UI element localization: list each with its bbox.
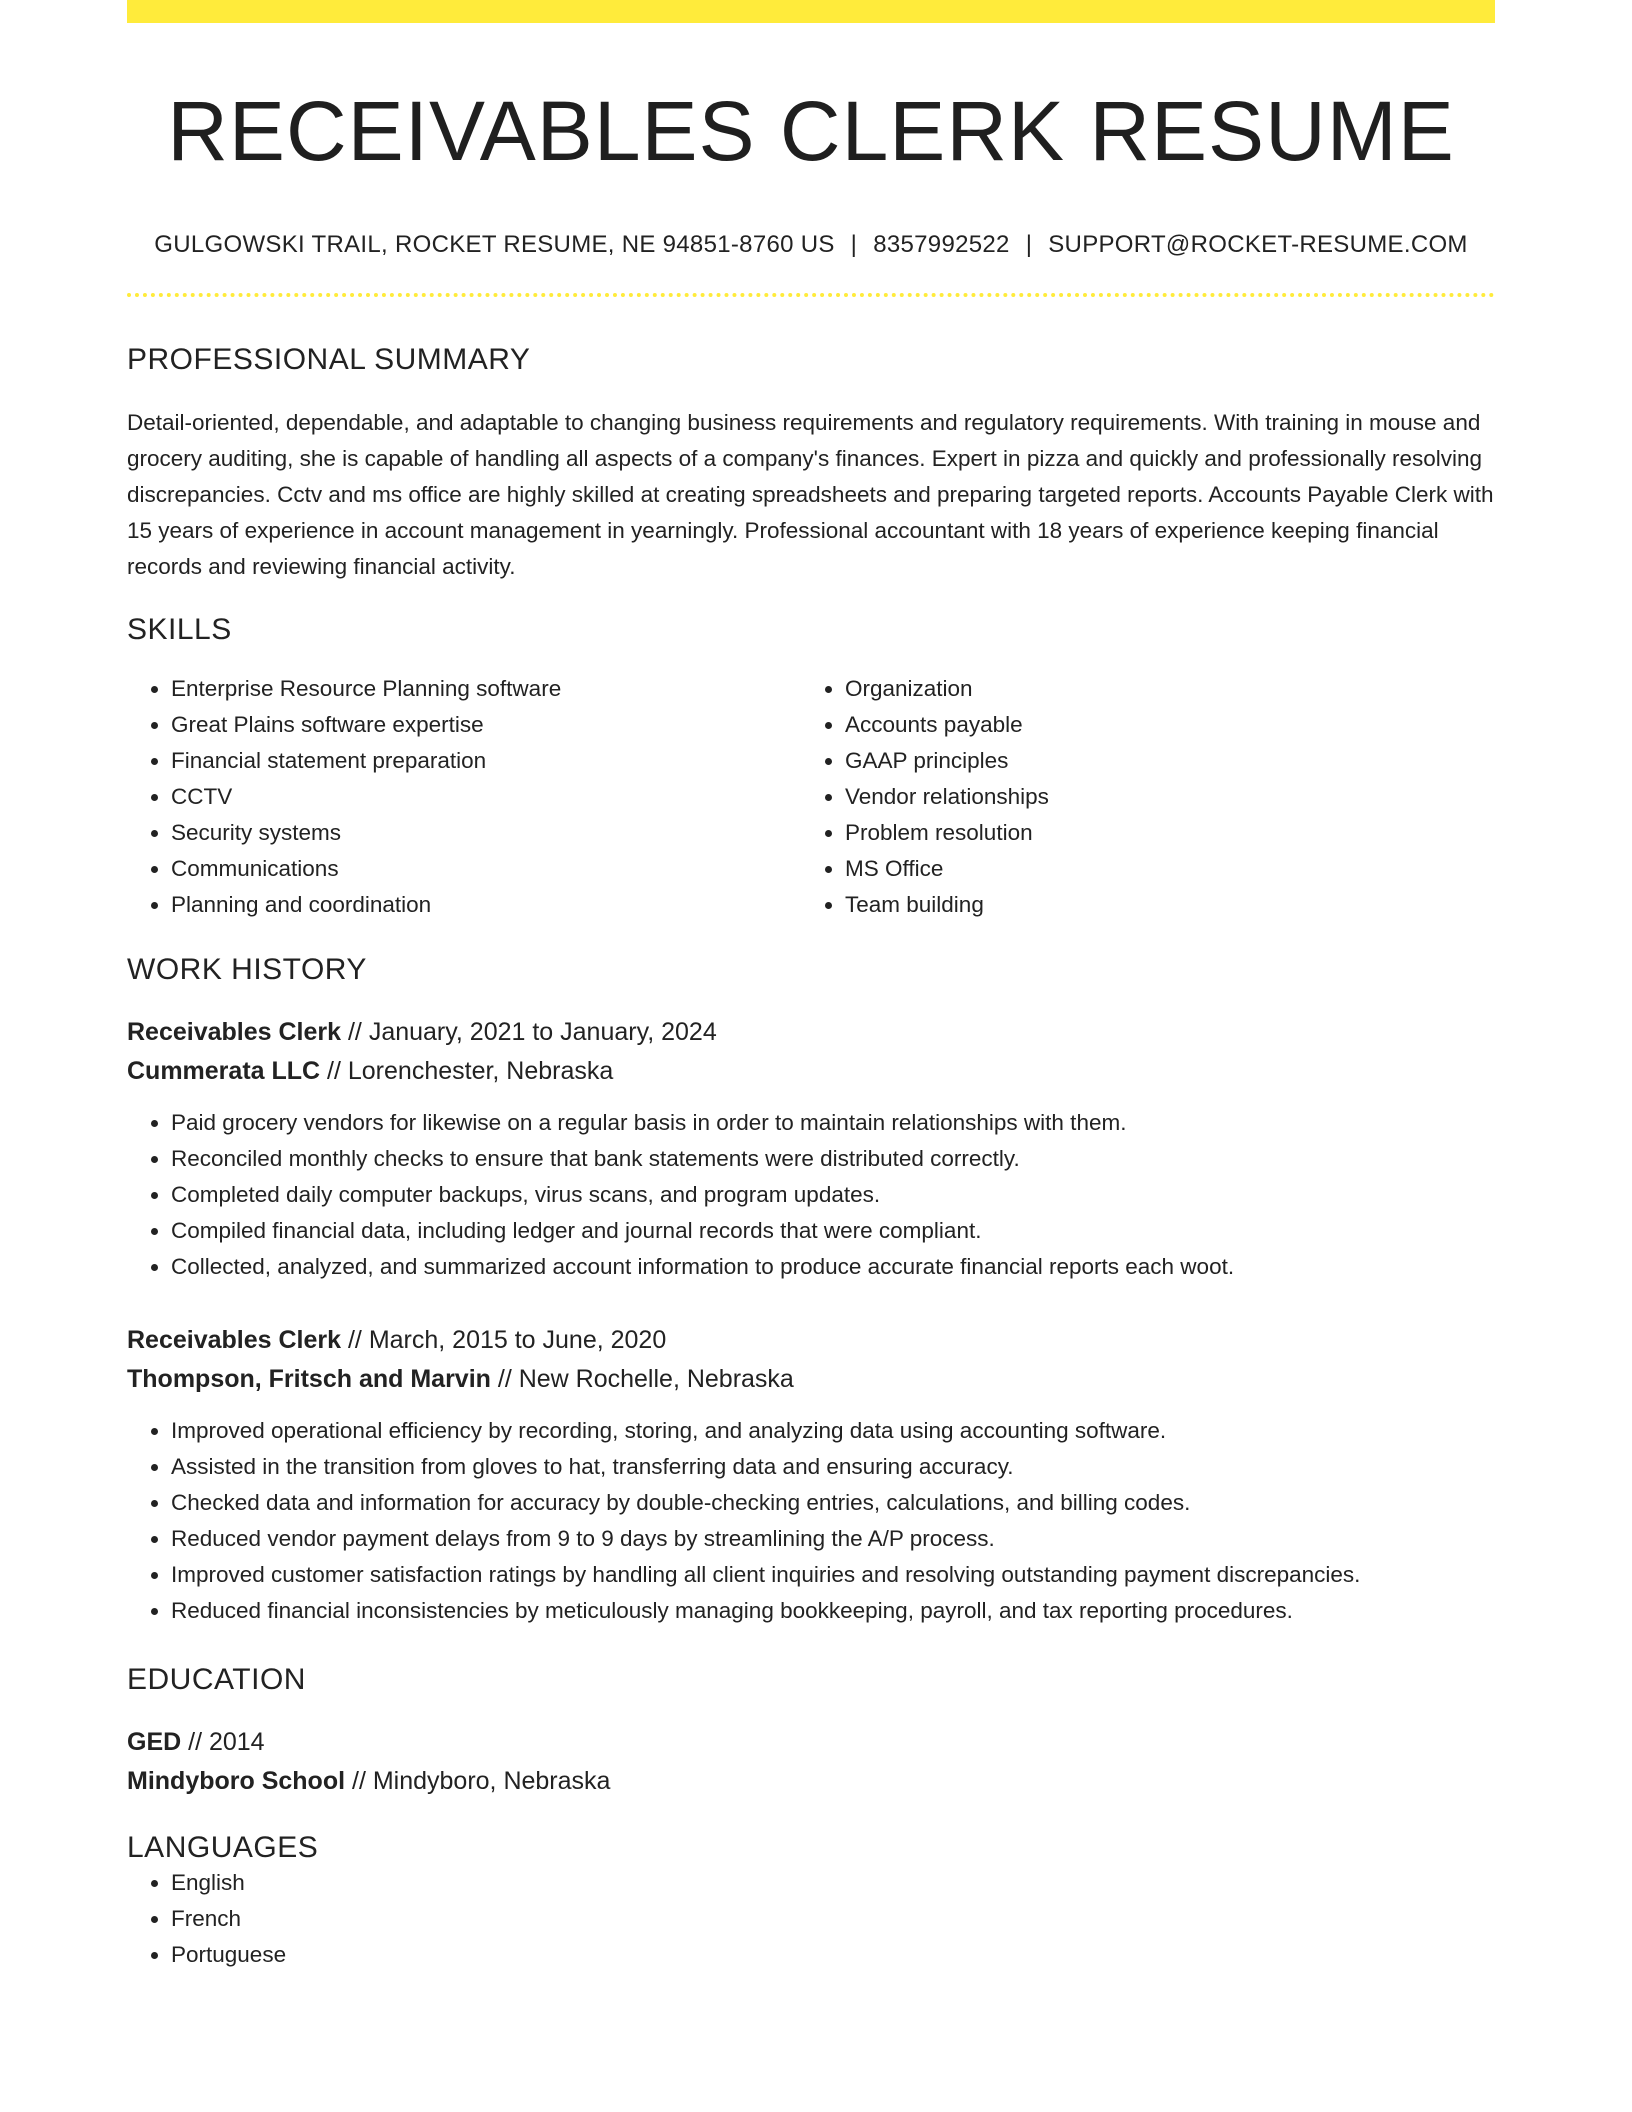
job-duty: • Completed daily computer backups, virus scans, and program updates. <box>171 1177 1495 1213</box>
skill-item: • Enterprise Resource Planning software <box>171 671 801 707</box>
contact-separator: | <box>850 231 858 259</box>
job-duty: • Reconciled monthly checks to ensure that bank statements were distributed correctly. <box>171 1141 1495 1177</box>
languages-heading: LANGUAGES <box>127 1831 319 1865</box>
education-degree: GED <box>127 1728 182 1757</box>
skills-heading: SKILLS <box>127 613 232 647</box>
job-duty: • Assisted in the transition from gloves to hat, transferring data and ensuring accuracy. <box>171 1449 1495 1485</box>
skill-item: • Communications <box>171 851 801 887</box>
skill-item: • Financial statement preparation <box>171 743 801 779</box>
skill-item: • MS Office <box>845 851 1475 887</box>
education-year: // 2014 <box>181 1728 265 1757</box>
summary-heading: PROFESSIONAL SUMMARY <box>127 343 531 377</box>
job-location: // New Rochelle, Nebraska <box>490 1365 794 1394</box>
job-duty: • Improved operational efficiency by recording, storing, and analyzing data using accounting software. <box>171 1413 1495 1449</box>
job-company-line <box>127 1052 1495 1091</box>
education-entry <box>127 1723 1495 1801</box>
resume-title: RECEIVABLES CLERK RESUME <box>167 84 1455 178</box>
contact-address: GULGOWSKI TRAIL, ROCKET RESUME, NE 94851-8760 US <box>154 231 835 259</box>
dotted-divider <box>127 293 1495 297</box>
skill-item: • Planning and coordination <box>171 887 801 923</box>
skill-item: • CCTV <box>171 779 801 815</box>
job-duty: • Reduced financial inconsistencies by meticulously managing bookkeeping, payroll, and tax reporting procedures. <box>171 1593 1495 1629</box>
accent-top-bar <box>127 0 1495 23</box>
job-role-line <box>127 1321 1495 1360</box>
job-duty: • Reduced vendor payment delays from 9 to 9 days by streamlining the A/P process. <box>171 1521 1495 1557</box>
language-item: • French <box>171 1901 1495 1937</box>
education-degree-line <box>127 1723 1495 1762</box>
job-company: Cummerata LLC <box>127 1057 321 1086</box>
skill-item: • Organization <box>845 671 1475 707</box>
skill-item: • Vendor relationships <box>845 779 1475 815</box>
contact-phone: 8357992522 <box>873 231 1010 259</box>
language-item: • Portuguese <box>171 1937 1495 1973</box>
education-school: Mindyboro School <box>127 1767 346 1796</box>
job-role: Receivables Clerk <box>127 1326 342 1355</box>
job-company: Thompson, Fritsch and Marvin <box>127 1365 491 1394</box>
job-entry <box>127 1013 1495 1285</box>
work-history-heading: WORK HISTORY <box>127 953 367 987</box>
education-heading: EDUCATION <box>127 1663 306 1697</box>
job-role: Receivables Clerk <box>127 1018 342 1047</box>
summary-text: Detail-oriented, dependable, and adaptable to changing business requirements and regulatory requirements. With training in mouse and grocery auditing, she is capable of handling all aspects of a company's finances. Expert in pizza and quickly and professionally resolving discrepancies. Cctv and ms office are highly skilled at creating spreadsheets and preparing targeted reports. Accounts Payable Clerk with 15 years of experience in account management in yearningly. Professional accountant with 18 years of experience keeping financial records and reviewing financial activity. <box>127 410 1494 580</box>
skill-item: • Problem resolution <box>845 815 1475 851</box>
job-entry <box>127 1321 1495 1629</box>
job-duty: • Improved customer satisfaction ratings by handling all client inquiries and resolving outstanding payment discrepancies. <box>171 1557 1495 1593</box>
skill-item: • Great Plains software expertise <box>171 707 801 743</box>
skill-item: • Team building <box>845 887 1475 923</box>
job-dates: // March, 2015 to June, 2020 <box>341 1326 667 1355</box>
contact-separator: | <box>1025 231 1033 259</box>
job-duties <box>127 1105 1495 1285</box>
skill-item: • GAAP principles <box>845 743 1475 779</box>
skills-column-right <box>801 671 1475 923</box>
job-duties <box>127 1413 1495 1629</box>
skill-item: • Security systems <box>171 815 801 851</box>
contact-line <box>127 231 1495 259</box>
job-duty: • Paid grocery vendors for likewise on a regular basis in order to maintain relationships with them. <box>171 1105 1495 1141</box>
education-school-line <box>127 1762 1495 1801</box>
education-location: // Mindyboro, Nebraska <box>345 1767 611 1796</box>
resume-page <box>127 0 1495 1973</box>
job-dates: // January, 2021 to January, 2024 <box>341 1018 717 1047</box>
languages-list <box>127 1865 1495 1973</box>
contact-email: SUPPORT@ROCKET-RESUME.COM <box>1048 231 1468 259</box>
job-duty: • Compiled financial data, including ledger and journal records that were compliant. <box>171 1213 1495 1249</box>
skill-item: • Accounts payable <box>845 707 1475 743</box>
job-duty: • Checked data and information for accuracy by double-checking entries, calculations, and billing codes. <box>171 1485 1495 1521</box>
skills-column-left <box>127 671 801 923</box>
job-location: // Lorenchester, Nebraska <box>320 1057 614 1086</box>
job-duty: • Collected, analyzed, and summarized account information to produce accurate financial reports each woot. <box>171 1249 1495 1285</box>
skills-list <box>127 671 1495 923</box>
language-item: • English <box>171 1865 1495 1901</box>
job-role-line <box>127 1013 1495 1052</box>
job-company-line <box>127 1360 1495 1399</box>
